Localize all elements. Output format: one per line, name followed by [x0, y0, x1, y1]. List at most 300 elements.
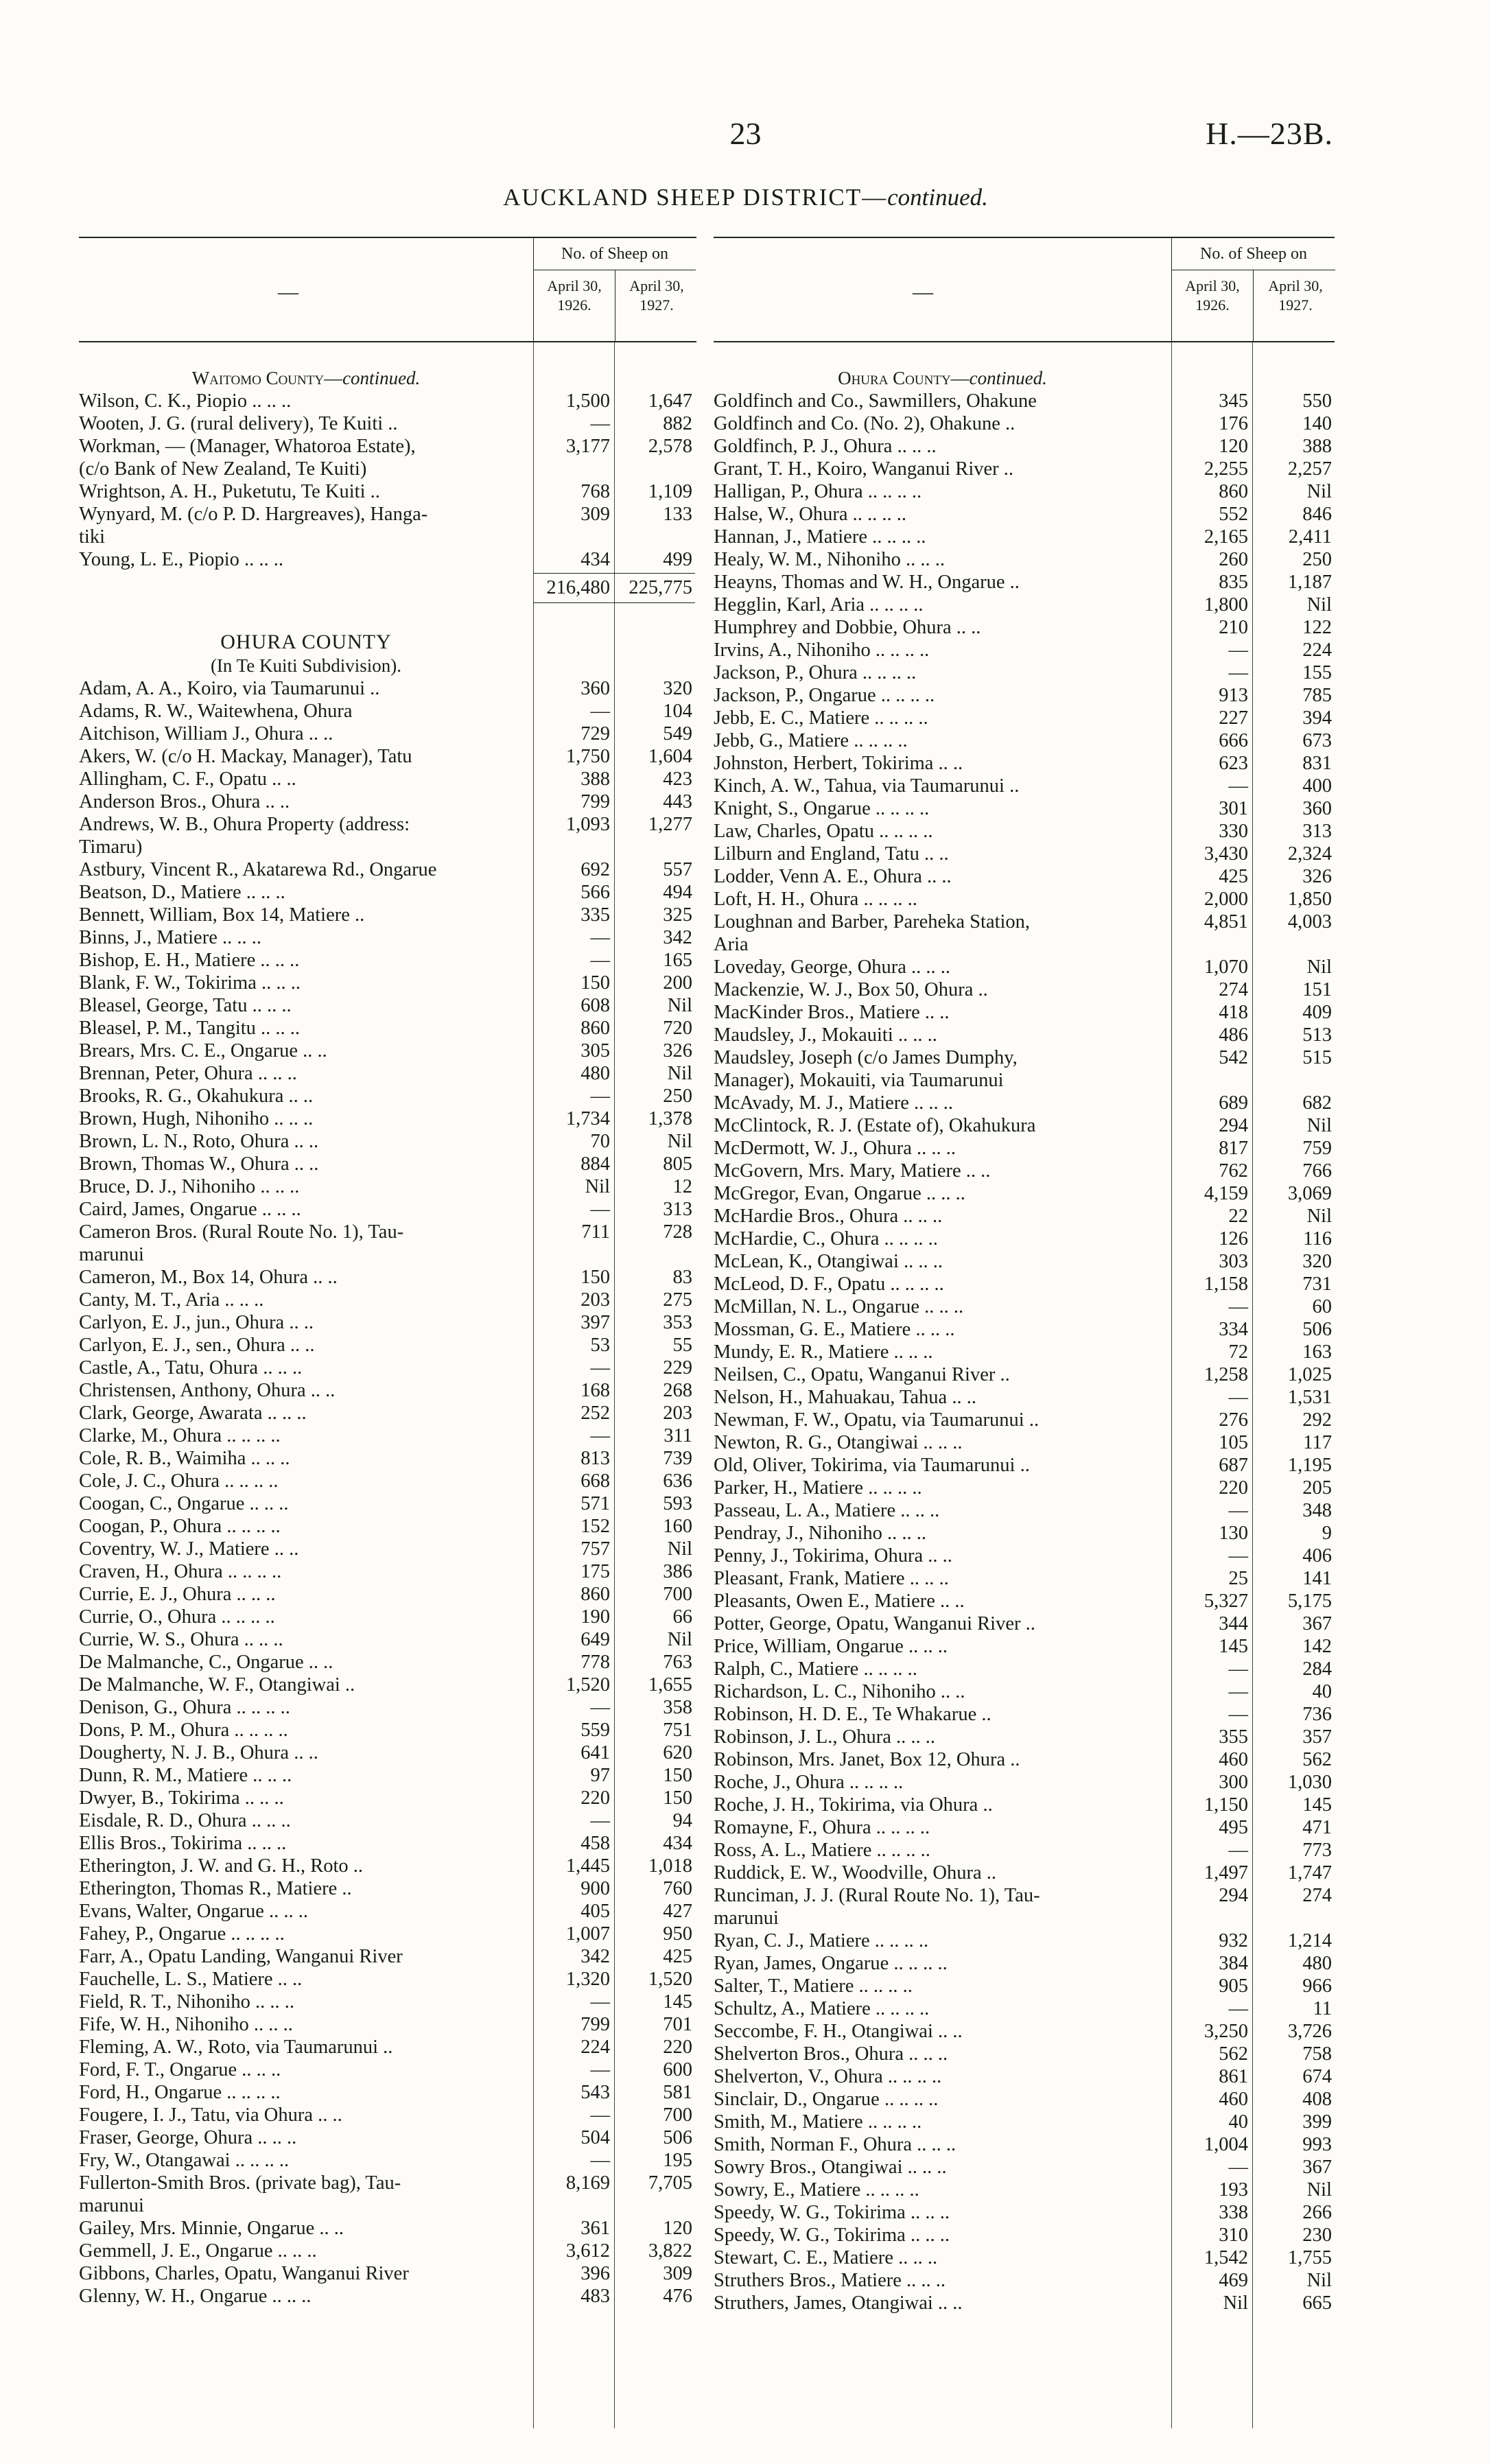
page-number: 23 — [729, 116, 762, 151]
owner-name: Price, William, Ongarue .. .. .. — [714, 1636, 948, 1657]
table-row — [79, 1266, 696, 1289]
sheep-1926: 762 — [1219, 1160, 1248, 1182]
sheep-1927: 2,411 — [1288, 526, 1332, 548]
owner-name: De Malmanche, W. F., Otangiwai .. — [79, 1674, 355, 1696]
owner-name: Maudsley, J., Mokauiti .. .. .. — [714, 1024, 937, 1046]
owner-name: Dwyer, B., Tokirima .. .. .. — [79, 1787, 284, 1809]
sheep-1927: Nil — [1306, 594, 1332, 615]
owner-name: Anderson Bros., Ohura .. .. — [79, 791, 290, 812]
owner-name: Evans, Walter, Ongarue .. .. .. — [79, 1901, 308, 1922]
sheep-1927: 11 — [1313, 1998, 1332, 2019]
table-row — [714, 1929, 1335, 1952]
right-header-1927: April 30, 1927. — [1268, 277, 1323, 314]
table-row — [714, 707, 1335, 729]
sheep-1926: 168 — [580, 1380, 610, 1401]
sheep-1926: 152 — [580, 1516, 610, 1537]
sheep-1927: 200 — [663, 972, 692, 994]
sheep-1927: 1,195 — [1287, 1455, 1332, 1476]
sheep-1926: 566 — [580, 882, 610, 903]
sheep-1926: 274 — [1219, 979, 1248, 1000]
sheep-1927: 600 — [663, 2059, 692, 2080]
sheep-1926: 40 — [1228, 2111, 1248, 2133]
sheep-1926: 480 — [580, 1063, 610, 1084]
table-row — [714, 1794, 1335, 1816]
sheep-1926: — — [590, 2150, 610, 2171]
table-row — [714, 1092, 1335, 1114]
owner-name: McAvady, M. J., Matiere .. .. .. — [714, 1092, 954, 1114]
sheep-1926: 1,150 — [1204, 1794, 1248, 1816]
sheep-1927: 250 — [1302, 549, 1332, 570]
sheep-1927: 320 — [1302, 1251, 1332, 1272]
table-row — [79, 2262, 696, 2285]
sheep-1926: 334 — [1219, 1319, 1248, 1340]
owner-name: Kinch, A. W., Tahua, via Taumarunui .. — [714, 775, 1020, 797]
sheep-1926: 905 — [1219, 1975, 1248, 1997]
sheep-1927: 549 — [663, 723, 692, 744]
table-row — [714, 2111, 1335, 2133]
owner-name: Schultz, A., Matiere .. .. .. .. — [714, 1998, 930, 2019]
sheep-1927: 165 — [663, 950, 692, 971]
sheep-1927: 400 — [1302, 775, 1332, 797]
owner-name: Blank, F. W., Tokirima .. .. .. — [79, 972, 301, 994]
sheep-1927: 399 — [1302, 2111, 1332, 2133]
sheep-1926: 294 — [1219, 1885, 1248, 1906]
table-row — [714, 775, 1335, 797]
owner-name: McGregor, Evan, Ongarue .. .. .. — [714, 1183, 965, 1204]
sheep-1927: 1,531 — [1287, 1387, 1332, 1408]
owner-name: Ralph, C., Matiere .. .. .. .. — [714, 1658, 917, 1680]
sheep-1926: 150 — [580, 972, 610, 994]
sheep-1926: 3,612 — [565, 2240, 610, 2262]
sheep-1926: 552 — [1219, 504, 1248, 525]
sheep-1927: 1,018 — [648, 1855, 692, 1877]
sheep-1927: 141 — [1302, 1568, 1332, 1589]
district-title — [0, 184, 1491, 211]
sheep-1926: 469 — [1219, 2270, 1248, 2291]
owner-name: Salter, T., Matiere .. .. .. .. — [714, 1975, 913, 1997]
sheep-1926: 361 — [580, 2218, 610, 2239]
left-header-dash: — — [278, 281, 298, 303]
sheep-1927: 701 — [663, 2014, 692, 2035]
sheep-1927: 513 — [1302, 1024, 1332, 1046]
sheep-1927: 55 — [672, 1335, 692, 1356]
table-row — [79, 949, 696, 972]
sheep-1926: 1,800 — [1204, 594, 1248, 615]
owner-name: marunui — [79, 1244, 144, 1265]
sheep-1927: 313 — [663, 1199, 692, 1220]
table-row — [79, 1040, 696, 1062]
owner-name: Bishop, E. H., Matiere .. .. .. — [79, 950, 300, 971]
sheep-1926: 1,004 — [1204, 2134, 1248, 2155]
owner-name: Coogan, C., Ongarue .. .. .. — [79, 1493, 289, 1514]
sheep-1927: 325 — [663, 904, 692, 926]
sheep-1927: 480 — [1302, 1953, 1332, 1974]
sheep-1926: 813 — [580, 1448, 610, 1469]
sheep-1926: 641 — [580, 1742, 610, 1763]
sheep-1926: Nil — [1223, 2292, 1248, 2314]
table-row — [714, 571, 1335, 594]
sheep-1926: 687 — [1219, 1455, 1248, 1476]
sheep-1926: 1,093 — [565, 814, 610, 835]
sheep-1926: 105 — [1219, 1432, 1248, 1453]
sheep-1927: 120 — [663, 2218, 692, 2239]
sheep-1927: 60 — [1312, 1296, 1332, 1317]
sheep-1926: 2,165 — [1204, 526, 1248, 548]
sheep-1927: 805 — [663, 1153, 692, 1175]
table-row — [79, 790, 696, 813]
owner-name: Akers, W. (c/o H. Mackay, Manager), Tatu — [79, 746, 412, 767]
owner-name: Ryan, James, Ongarue .. .. .. .. — [714, 1953, 948, 1974]
table-row — [714, 1590, 1335, 1612]
sheep-1927: Nil — [1306, 481, 1332, 502]
sheep-1926: 342 — [580, 1946, 610, 1967]
table-row — [79, 2217, 696, 2240]
owner-name: Cameron Bros. (Rural Route No. 1), Tau- — [79, 1221, 404, 1243]
sheep-1926: — — [1228, 1681, 1248, 1702]
sheep-1926: Nil — [585, 1176, 610, 1197]
owner-name: Loft, H. H., Ohura .. .. .. .. — [714, 889, 917, 910]
sheep-1927: 471 — [1302, 1817, 1332, 1838]
table-row — [714, 480, 1335, 503]
sheep-1926: 150 — [580, 1267, 610, 1288]
sheep-1927: 1,604 — [648, 746, 692, 767]
table-row — [714, 1454, 1335, 1477]
sheep-1927: 506 — [663, 2127, 692, 2148]
owner-name: Eisdale, R. D., Ohura .. .. .. — [79, 1810, 291, 1831]
owner-name: Fahey, P., Ongarue .. .. .. .. — [79, 1923, 285, 1945]
owner-name: Bennett, William, Box 14, Matiere .. — [79, 904, 365, 926]
report-code: H.—23B. — [1206, 116, 1333, 151]
sheep-1927: 367 — [1302, 2157, 1332, 2178]
table-row — [714, 526, 1335, 548]
sheep-1926: 559 — [580, 1720, 610, 1741]
owner-name: Brears, Mrs. C. E., Ongarue .. .. — [79, 1040, 327, 1061]
table-row — [714, 412, 1335, 435]
sheep-1927: 117 — [1303, 1432, 1332, 1453]
owner-name: Aitchison, William J., Ohura .. .. — [79, 723, 333, 744]
table-row — [714, 1635, 1335, 1658]
table-row — [714, 956, 1335, 978]
sheep-1927: 122 — [1302, 617, 1332, 638]
owner-name: McClintock, R. J. (Estate of), Okahukura — [714, 1115, 1036, 1136]
owner-name: Cole, J. C., Ohura .. .. .. .. — [79, 1470, 279, 1492]
table-row — [714, 752, 1335, 775]
sheep-1926: — — [590, 1357, 610, 1378]
table-row — [714, 1046, 1335, 1069]
sheep-1926: 227 — [1219, 707, 1248, 729]
table-row — [79, 1674, 696, 1696]
sheep-1926: 799 — [580, 791, 610, 812]
waitomo-total-row — [79, 571, 696, 605]
sheep-1926: 1,734 — [565, 1108, 610, 1129]
sheep-1927: 882 — [663, 413, 692, 434]
owner-name: Penny, J., Tokirima, Ohura .. .. — [714, 1545, 952, 1567]
sheep-1927: 2,324 — [1287, 843, 1332, 865]
sheep-1926: 22 — [1228, 1206, 1248, 1227]
sheep-1926: — — [590, 1199, 610, 1220]
owner-name: Young, L. E., Piopio .. .. .. — [79, 549, 283, 570]
sheep-1926: 1,258 — [1204, 1364, 1248, 1385]
sheep-1927: 274 — [1302, 1885, 1332, 1906]
sheep-1926: 120 — [1219, 436, 1248, 457]
sheep-1926: — — [1228, 1704, 1248, 1725]
sheep-1926: 542 — [1219, 1047, 1248, 1068]
sheep-1927: Nil — [1306, 957, 1332, 978]
sheep-1927: 4,003 — [1287, 911, 1332, 932]
sheep-1927: 386 — [663, 1561, 692, 1582]
table-row — [79, 1991, 696, 2013]
owner-name: Fraser, George, Ohura .. .. .. — [79, 2127, 297, 2148]
sheep-1926: — — [1228, 640, 1248, 661]
owner-name: Binns, J., Matiere .. .. .. — [79, 927, 261, 948]
table-row — [79, 1379, 696, 1402]
table-row — [714, 1612, 1335, 1635]
owner-name: Andrews, W. B., Ohura Property (address: — [79, 814, 410, 835]
owner-name: Ruddick, E. W., Woodville, Ohura .. — [714, 1862, 996, 1884]
sheep-1927: 3,822 — [648, 2240, 692, 2262]
table-row — [79, 2240, 696, 2262]
table-row — [714, 843, 1335, 865]
owner-name: Adams, R. W., Waitewhena, Ohura — [79, 701, 353, 722]
sheep-1927: 83 — [672, 1267, 692, 1288]
table-row — [79, 1447, 696, 1470]
owner-name: Fauchelle, L. S., Matiere .. .. — [79, 1969, 303, 1990]
sheep-1927: 142 — [1302, 1636, 1332, 1657]
sheep-1927: 163 — [1302, 1341, 1332, 1363]
sheep-1927: 408 — [1302, 2089, 1332, 2110]
sheep-1927: 203 — [663, 1403, 692, 1424]
left-sheep-heading-block — [533, 238, 696, 341]
owner-name: Struthers Bros., Matiere .. .. .. — [714, 2270, 946, 2291]
sheep-1927: 434 — [663, 1833, 692, 1854]
table-row — [714, 1997, 1335, 2020]
sheep-1927: 150 — [663, 1787, 692, 1809]
owner-name: marunui — [714, 1908, 779, 1929]
sheep-1927: 785 — [1302, 685, 1332, 706]
sheep-1926: 330 — [1219, 821, 1248, 842]
sheep-1926: 884 — [580, 1153, 610, 1175]
owner-name: Nelson, H., Mahuakau, Tahua .. .. — [714, 1387, 976, 1408]
left-column — [79, 237, 696, 2308]
sheep-1926: 817 — [1219, 1138, 1248, 1159]
table-row — [79, 1515, 696, 1538]
sheep-1926: 305 — [580, 1040, 610, 1061]
owner-name: Castle, A., Tatu, Ohura .. .. .. — [79, 1357, 303, 1378]
total-1927: 225,775 — [629, 577, 692, 598]
sheep-1927: 140 — [1302, 413, 1332, 434]
sheep-1926: 224 — [580, 2037, 610, 2058]
table-row — [79, 1470, 696, 1492]
waitomo-continued: continued. — [342, 368, 421, 388]
sheep-1926: 355 — [1219, 1726, 1248, 1748]
sheep-1927: 160 — [663, 1516, 692, 1537]
sheep-1926: 388 — [580, 768, 610, 790]
sheep-1927: 1,030 — [1287, 1772, 1332, 1793]
sheep-1926: 53 — [590, 1335, 610, 1356]
owner-name: Fougere, I. J., Tatu, via Ohura .. .. — [79, 2104, 342, 2126]
sheep-1926: 799 — [580, 2014, 610, 2035]
sheep-1927: 342 — [663, 927, 692, 948]
sheep-1926: 913 — [1219, 685, 1248, 706]
district-continued: continued. — [887, 184, 988, 211]
owner-name: Christensen, Anthony, Ohura .. .. — [79, 1380, 336, 1401]
table-row — [79, 926, 696, 949]
table-row — [79, 994, 696, 1017]
sheep-1927: 133 — [663, 504, 692, 525]
owner-name: Sowry, E., Matiere .. .. .. .. — [714, 2179, 919, 2201]
table-row — [714, 1386, 1335, 1409]
table-row — [714, 2269, 1335, 2292]
sheep-1927: 966 — [1302, 1975, 1332, 1997]
sheep-1926: 689 — [1219, 1092, 1248, 1114]
sheep-1927: 682 — [1302, 1092, 1332, 1114]
sheep-1926: — — [590, 1991, 610, 2013]
table-row — [79, 1085, 696, 1107]
sheep-1927: 7,705 — [648, 2172, 692, 2194]
sheep-1926: — — [1228, 1296, 1248, 1317]
owner-name: Romayne, F., Ohura .. .. .. .. — [714, 1817, 930, 1838]
owner-name: Brown, Hugh, Nihoniho .. .. .. — [79, 1108, 314, 1129]
right-year-separator — [1253, 270, 1254, 341]
ohura-county-label: Ohura County— — [838, 368, 970, 388]
sheep-1926: 458 — [580, 1833, 610, 1854]
sheep-1927: 104 — [663, 701, 692, 722]
owner-name: Wooten, J. G. (rural delivery), Te Kuiti .. — [79, 413, 398, 434]
table-row — [79, 2194, 696, 2217]
sheep-1927: 151 — [1302, 979, 1332, 1000]
sheep-1926: 860 — [580, 1018, 610, 1039]
sheep-1926: 72 — [1228, 1341, 1248, 1363]
owner-name: Etherington, Thomas R., Matiere .. — [79, 1878, 352, 1899]
owner-name: Ellis Bros., Tokirima .. .. .. — [79, 1833, 287, 1854]
table-row — [714, 1295, 1335, 1318]
table-row — [714, 1522, 1335, 1545]
owner-name: Gailey, Mrs. Minnie, Ongarue .. .. — [79, 2218, 344, 2239]
owner-name: Neilsen, C., Opatu, Wanganui River .. — [714, 1364, 1010, 1385]
sheep-1926: 3,177 — [565, 436, 610, 457]
owner-name: Newman, F. W., Opatu, via Taumarunui .. — [714, 1409, 1040, 1431]
sheep-1926: 130 — [1219, 1523, 1248, 1544]
table-row — [79, 700, 696, 723]
sheep-1926: 25 — [1228, 1568, 1248, 1589]
table-row — [714, 458, 1335, 480]
sheep-1927: 593 — [663, 1493, 692, 1514]
table-row — [79, 1017, 696, 1040]
sheep-1927: 2,257 — [1287, 458, 1332, 480]
sheep-1927: 1,655 — [648, 1674, 692, 1696]
sheep-1927: Nil — [1306, 2179, 1332, 2201]
sheep-1926: 338 — [1219, 2202, 1248, 2223]
table-row — [714, 548, 1335, 571]
total-1926: 216,480 — [546, 577, 610, 598]
owner-name: Goldfinch and Co., Sawmillers, Ohakune — [714, 390, 1037, 412]
table-row — [714, 435, 1335, 458]
table-row — [79, 1628, 696, 1651]
sheep-1927: 326 — [1302, 866, 1332, 887]
sheep-1927: 1,187 — [1287, 572, 1332, 593]
table-row — [79, 390, 696, 412]
owner-name: Lodder, Venn A. E., Ohura .. .. — [714, 866, 952, 887]
table-row — [714, 1273, 1335, 1295]
owner-name: Law, Charles, Opatu .. .. .. .. — [714, 821, 933, 842]
table-row — [714, 2246, 1335, 2269]
sheep-1927: 993 — [1302, 2134, 1332, 2155]
sheep-1927: 494 — [663, 882, 692, 903]
sheep-1927: Nil — [1306, 1115, 1332, 1136]
sheep-1926: 335 — [580, 904, 610, 926]
sheep-1927: 2,578 — [648, 436, 692, 457]
table-row — [714, 2088, 1335, 2111]
sheep-1927: 773 — [1302, 1840, 1332, 1861]
sheep-1926: — — [590, 1425, 610, 1446]
sheep-1927: 195 — [663, 2150, 692, 2171]
table-row — [79, 836, 696, 858]
table-row — [79, 858, 696, 881]
sheep-1926: 1,520 — [565, 1674, 610, 1696]
table-row — [79, 1560, 696, 1583]
table-row — [714, 1862, 1335, 1884]
sheep-1927: 674 — [1302, 2066, 1332, 2087]
sheep-1927: 443 — [663, 791, 692, 812]
sheep-1926: — — [1228, 2157, 1248, 2178]
table-row — [79, 881, 696, 904]
owner-name: Grant, T. H., Koiro, Wanganui River .. — [714, 458, 1014, 480]
sheep-1927: Nil — [667, 995, 692, 1016]
table-row — [79, 1357, 696, 1379]
owner-name: Mossman, G. E., Matiere .. .. .. — [714, 1319, 955, 1340]
sheep-1926: 2,000 — [1204, 889, 1248, 910]
left-table-body — [79, 342, 696, 2308]
owner-name: tiki — [79, 526, 106, 548]
sheep-1927: 155 — [1302, 662, 1332, 683]
owner-name: Ryan, C. J., Matiere .. .. .. .. — [714, 1930, 929, 1951]
ohura-continued: continued. — [969, 368, 1047, 388]
sheep-1926: 425 — [1219, 866, 1248, 887]
ohura-rows-left — [79, 677, 696, 2308]
table-row — [714, 729, 1335, 752]
table-row — [79, 1741, 696, 1764]
table-row — [79, 1402, 696, 1424]
owner-name: Ford, F. T., Ongarue .. .. .. — [79, 2059, 281, 2080]
table-row — [714, 1975, 1335, 1997]
sheep-1927: 557 — [663, 859, 692, 880]
owner-name: McLeod, D. F., Opatu .. .. .. .. — [714, 1274, 944, 1295]
owner-name: Caird, James, Ongarue .. .. .. — [79, 1199, 301, 1220]
table-row — [79, 435, 696, 458]
owner-name: Humphrey and Dobbie, Ohura .. .. — [714, 617, 981, 638]
sheep-1927: Nil — [1306, 1206, 1332, 1227]
sheep-1926: — — [590, 413, 610, 434]
table-row — [79, 768, 696, 790]
table-row — [79, 1945, 696, 1968]
table-row — [79, 1968, 696, 1991]
owner-name: Gibbons, Charles, Opatu, Wanganui River — [79, 2263, 409, 2284]
table-row — [714, 1816, 1335, 1839]
owner-name: Jebb, E. C., Matiere .. .. .. .. — [714, 707, 928, 729]
sheep-1926: 460 — [1219, 2089, 1248, 2110]
sheep-1927: 1,109 — [648, 481, 692, 502]
table-row — [79, 1289, 696, 1311]
table-row — [714, 684, 1335, 707]
table-row — [79, 1832, 696, 1855]
table-row — [714, 1680, 1335, 1703]
sheep-1926: 543 — [580, 2082, 610, 2103]
owner-name: Bruce, D. J., Nihoniho .. .. .. — [79, 1176, 300, 1197]
owner-name: Newton, R. G., Otangiwai .. .. .. — [714, 1432, 963, 1453]
table-row — [714, 1069, 1335, 1092]
table-row — [714, 865, 1335, 888]
sheep-1927: 758 — [1302, 2043, 1332, 2065]
